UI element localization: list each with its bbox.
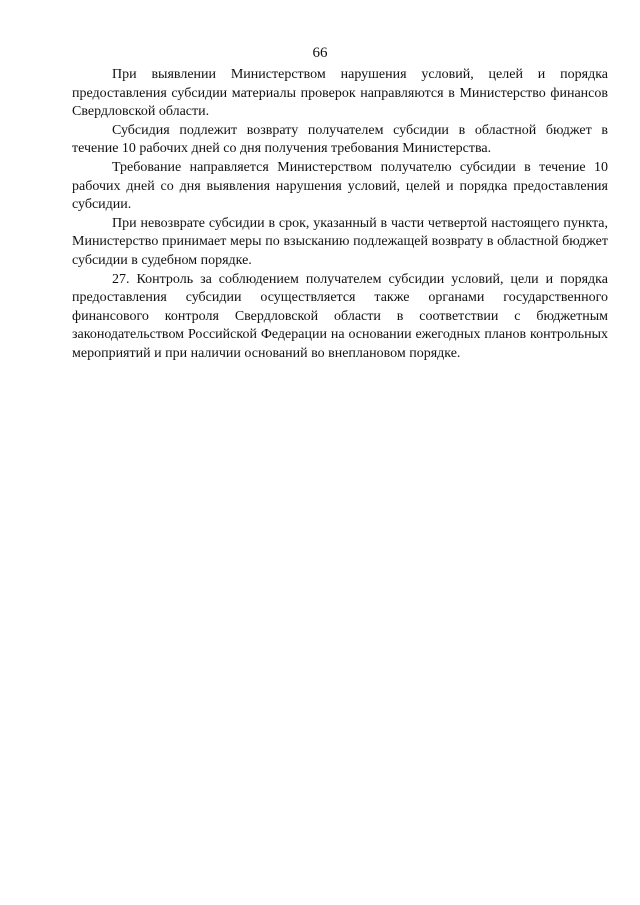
paragraph-item-27-control: 27. Контроль за соблюдением получателем субсидии условий, цели и порядка предоставления субсидии осуществляется также органами государственного финансового контроля Свердловской области в соответствии с бюджетным законодательством Российской Федерации на основании ежегодных планов контрольных мероприятий и при наличии оснований во внеплановом порядке. (72, 271, 608, 361)
paragraph-requirement-sending: Требование направляется Министерством получателю субсидии в течение 10 рабочих дней со дня выявления нарушения условий, целей и порядка предоставления субсидии. (72, 159, 608, 213)
paragraph-subsidy-refund: Субсидия подлежит возврату получателем субсидии в областной бюджет в течение 10 рабочих дней со дня получения требования Министерства. (72, 122, 608, 157)
document-body (72, 66, 608, 364)
paragraph-non-return-recovery: При невозврате субсидии в срок, указанный в части четвертой настоящего пункта, Министерство принимает меры по взысканию подлежащей возврату в областной бюджет субсидии в судебном порядке. (72, 215, 608, 268)
paragraph-violation-materials: При выявлении Министерством нарушения условий, целей и порядка предоставления субсидии материалы проверок направляются в Министерство финансов Свердловской области. (72, 67, 608, 120)
page-number: 66 (312, 45, 328, 61)
